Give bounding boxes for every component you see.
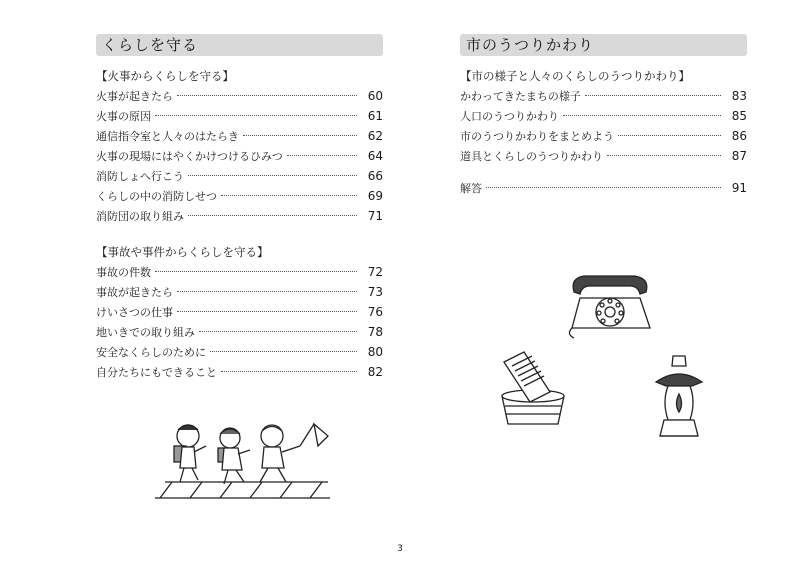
toc-entry-page: 83 xyxy=(731,89,747,103)
chapter-heading: 市のうつりかわり xyxy=(460,34,747,56)
dot-leader xyxy=(243,135,357,136)
toc-entry-title: 道具とくらしのうつりかわり xyxy=(460,150,603,163)
toc-entry-page: 64 xyxy=(367,149,383,163)
toc-entry[interactable] xyxy=(460,106,747,126)
toc-entry[interactable] xyxy=(96,302,383,322)
section-title: 【市の様子と人々のくらしのうつりかわり】 xyxy=(460,69,690,83)
toc-entry-title: 人口のうつりかわり xyxy=(460,110,559,123)
chapter-heading: くらしを守る xyxy=(96,34,383,56)
toc-entry-title: 事故が起きたら xyxy=(96,286,173,299)
toc-entry[interactable] xyxy=(96,166,383,186)
dot-leader xyxy=(221,371,357,372)
toc-entry-page: 66 xyxy=(367,169,383,183)
toc-entry-page: 73 xyxy=(367,285,383,299)
toc-entry-page: 61 xyxy=(367,109,383,123)
toc-section xyxy=(460,66,747,166)
toc-entry[interactable] xyxy=(460,146,747,166)
toc-entry[interactable] xyxy=(96,362,383,382)
toc-entry[interactable] xyxy=(96,126,383,146)
toc-entry-page: 69 xyxy=(367,189,383,203)
toc-entry[interactable] xyxy=(460,126,747,146)
toc-entry-page: 82 xyxy=(367,365,383,379)
toc-right-column xyxy=(460,34,747,198)
dot-leader xyxy=(177,95,357,96)
oil-lamp-illustration xyxy=(652,352,706,442)
toc-entry-page: 86 xyxy=(731,129,747,143)
section-title: 【火事からくらしを守る】 xyxy=(96,69,234,83)
page-number: 3 xyxy=(397,544,403,554)
toc-entry-title: 自分たちにもできること xyxy=(96,366,217,379)
toc-entry-page: 60 xyxy=(367,89,383,103)
dot-leader xyxy=(188,215,357,216)
toc-entry-title: 火事が起きたら xyxy=(96,90,173,103)
toc-entry-title: 通信指令室と人々のはたらき xyxy=(96,130,239,143)
dot-leader xyxy=(188,175,357,176)
children-crosswalk-illustration xyxy=(150,416,335,506)
dot-leader xyxy=(155,115,357,116)
toc-entry-title: かわってきたまちの様子 xyxy=(460,90,581,103)
toc-entry-title: 市のうつりかわりをまとめよう xyxy=(460,130,614,143)
toc-entry-title: 消防団の取り組み xyxy=(96,210,184,223)
toc-entry[interactable] xyxy=(96,206,383,226)
toc-entry[interactable] xyxy=(460,86,747,106)
toc-entry-page: 72 xyxy=(367,265,383,279)
dot-leader xyxy=(563,115,721,116)
toc-section xyxy=(460,178,747,198)
toc-entry[interactable] xyxy=(96,342,383,362)
toc-entry[interactable] xyxy=(96,146,383,166)
dot-leader xyxy=(486,187,721,188)
washboard-tub-illustration xyxy=(494,348,574,428)
toc-entry-title: 火事の現場にはやくかけつけるひみつ xyxy=(96,150,283,163)
dot-leader xyxy=(210,351,357,352)
toc-entry-page: 85 xyxy=(731,109,747,123)
dot-leader xyxy=(287,155,357,156)
dot-leader xyxy=(199,331,357,332)
toc-entry-title: けいさつの仕事 xyxy=(96,306,173,319)
toc-entry-page: 71 xyxy=(367,209,383,223)
toc-entry[interactable] xyxy=(96,262,383,282)
toc-entry[interactable] xyxy=(96,86,383,106)
toc-entry-title: 解答 xyxy=(460,182,482,195)
toc-entry-title: くらしの中の消防しせつ xyxy=(96,190,217,203)
toc-entry[interactable] xyxy=(460,178,747,198)
section-title: 【事故や事件からくらしを守る】 xyxy=(96,245,269,259)
toc-entry-page: 91 xyxy=(731,181,747,195)
toc-section xyxy=(96,242,383,382)
toc-entry[interactable] xyxy=(96,322,383,342)
toc-entry-title: 事故の件数 xyxy=(96,266,151,279)
toc-section xyxy=(96,66,383,226)
toc-entry-title: 安全なくらしのために xyxy=(96,346,206,359)
dot-leader xyxy=(155,271,357,272)
dot-leader xyxy=(618,135,721,136)
toc-entry[interactable] xyxy=(96,106,383,126)
rotary-telephone-illustration xyxy=(564,268,656,340)
toc-entry-page: 76 xyxy=(367,305,383,319)
toc-entry-page: 62 xyxy=(367,129,383,143)
toc-entry[interactable] xyxy=(96,282,383,302)
toc-left-column xyxy=(96,34,383,382)
toc-entry-title: 火事の原因 xyxy=(96,110,151,123)
toc-entry[interactable] xyxy=(96,186,383,206)
toc-entry-title: 消防しょへ行こう xyxy=(96,170,184,183)
toc-entry-title: 地いきでの取り組み xyxy=(96,326,195,339)
dot-leader xyxy=(585,95,721,96)
dot-leader xyxy=(221,195,357,196)
toc-entry-page: 87 xyxy=(731,149,747,163)
dot-leader xyxy=(607,155,721,156)
dot-leader xyxy=(177,291,357,292)
dot-leader xyxy=(177,311,357,312)
toc-entry-page: 78 xyxy=(367,325,383,339)
toc-entry-page: 80 xyxy=(367,345,383,359)
